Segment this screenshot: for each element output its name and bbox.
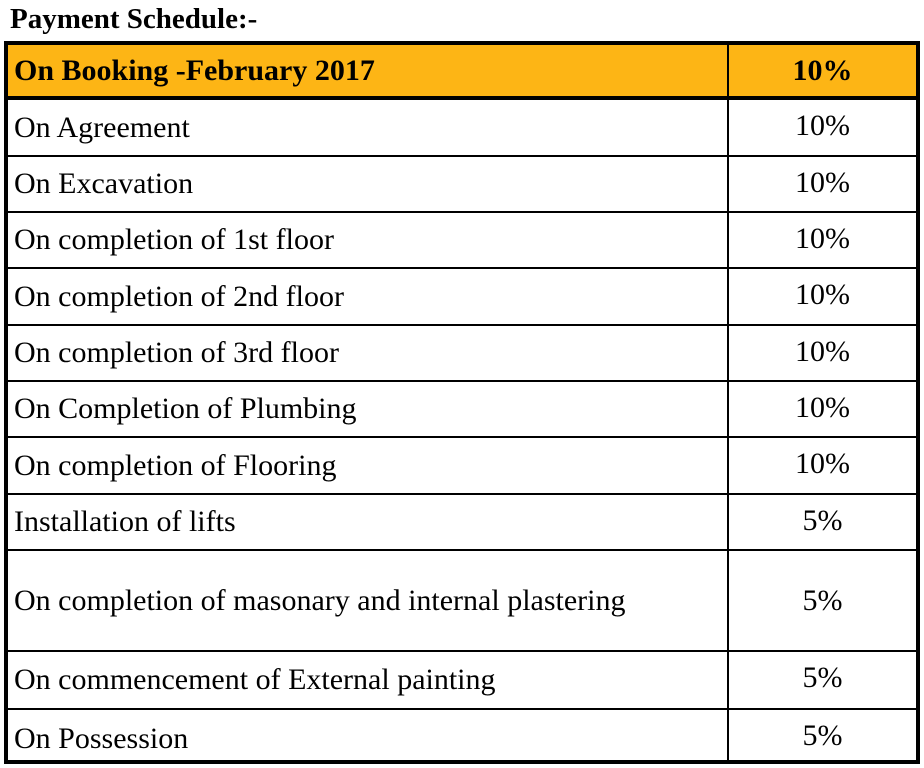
row-label-text: Installation of lifts bbox=[14, 505, 236, 538]
row-label bbox=[8, 382, 729, 436]
row-label-text: On completion of Flooring bbox=[14, 448, 337, 482]
row-label-text: On Agreement bbox=[14, 110, 190, 144]
page-title: Payment Schedule:- bbox=[10, 3, 258, 35]
row-value: 10% bbox=[795, 222, 850, 255]
table-row bbox=[8, 438, 916, 495]
payment-schedule-table bbox=[4, 41, 920, 764]
table-row bbox=[8, 652, 916, 710]
row-label-text: On completion of 2nd floor bbox=[14, 279, 344, 313]
table-header-row bbox=[8, 45, 916, 100]
row-value: 10% bbox=[795, 166, 850, 199]
row-value: 5% bbox=[802, 583, 843, 617]
row-label bbox=[8, 100, 729, 155]
table-row bbox=[8, 213, 916, 269]
row-label-text: On commencement of External painting bbox=[14, 663, 496, 696]
row-label bbox=[8, 710, 729, 760]
table-row bbox=[8, 157, 916, 213]
row-label-text: On completion of 3rd floor bbox=[14, 336, 339, 369]
header-label-text: On Booking -February 2017 bbox=[14, 53, 375, 87]
row-value: 10% bbox=[795, 335, 850, 368]
table-row bbox=[8, 710, 916, 760]
table-header-label bbox=[8, 45, 729, 96]
row-value: 5% bbox=[802, 719, 843, 752]
table-row bbox=[8, 326, 916, 382]
table-row bbox=[8, 100, 916, 157]
row-label bbox=[8, 269, 729, 324]
table-row bbox=[8, 382, 916, 438]
row-value: 10% bbox=[795, 447, 850, 480]
row-value: 5% bbox=[802, 661, 843, 694]
row-value: 5% bbox=[802, 504, 843, 537]
row-value: 10% bbox=[795, 109, 850, 142]
table-header-value: 10% bbox=[792, 53, 853, 87]
row-label bbox=[8, 652, 729, 708]
row-label bbox=[8, 157, 729, 211]
row-label-text: On Excavation bbox=[14, 167, 194, 200]
row-label bbox=[8, 495, 729, 549]
row-label-text: On Possession bbox=[14, 722, 189, 755]
table-row bbox=[8, 495, 916, 551]
table-row bbox=[8, 269, 916, 326]
row-label bbox=[8, 326, 729, 380]
row-label bbox=[8, 438, 729, 493]
row-value: 10% bbox=[795, 391, 850, 424]
row-value: 10% bbox=[795, 278, 850, 311]
row-label bbox=[8, 213, 729, 267]
row-label-text: On completion of masonary and internal plastering bbox=[14, 583, 626, 617]
row-label bbox=[8, 551, 729, 650]
table-row bbox=[8, 551, 916, 652]
row-label-text: On Completion of Plumbing bbox=[14, 392, 357, 425]
row-label-text: On completion of 1st floor bbox=[14, 223, 334, 256]
